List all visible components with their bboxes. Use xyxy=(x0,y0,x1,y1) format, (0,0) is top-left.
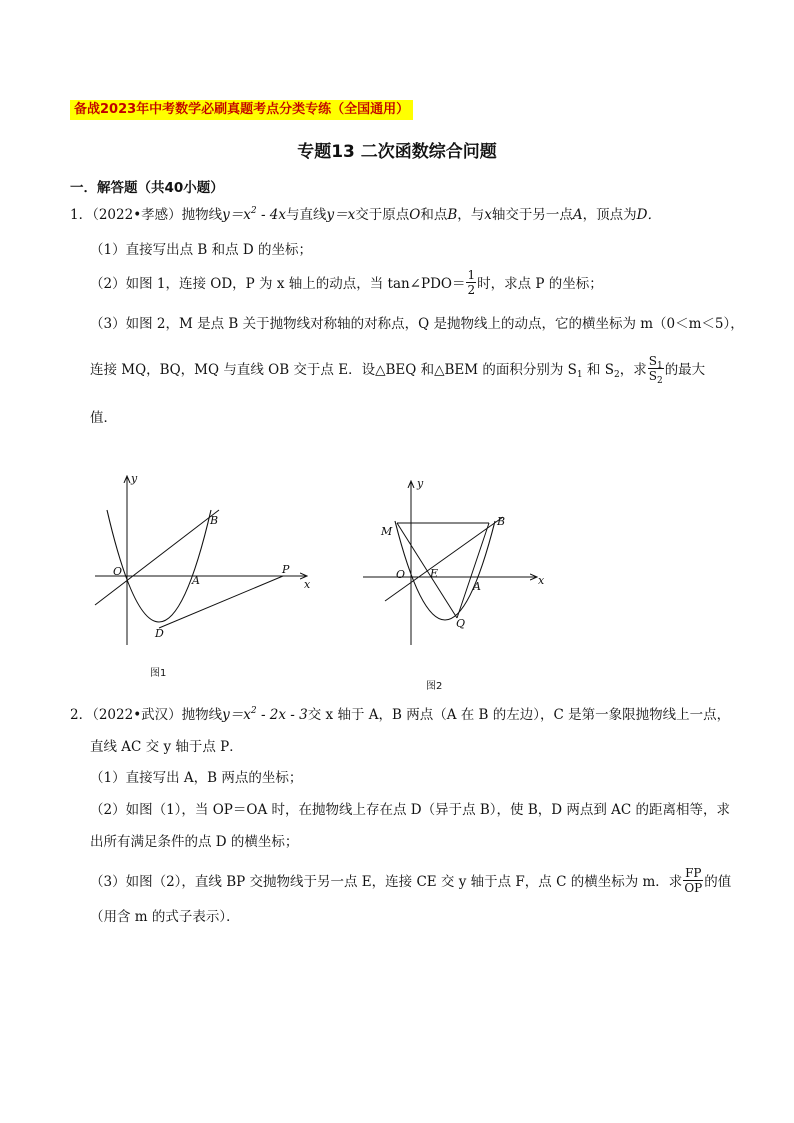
figure-2-caption: 图2 xyxy=(426,681,443,692)
fig1-line-ob xyxy=(95,510,219,605)
fig2-label-a: A xyxy=(473,580,481,593)
figure-1 xyxy=(85,470,325,655)
fig1-parabola xyxy=(107,510,211,622)
fig1-label-b: B xyxy=(210,514,219,527)
q2-part2: （2）如图（1），当 OP＝OA 时，在抛物线上存在点 D（异于点 B），使 B，D 两点到 AC 的距离相等，求 xyxy=(90,802,731,818)
fig2-parabola xyxy=(395,521,495,620)
fig2-line-bq xyxy=(457,523,489,618)
q1-part3-end: 值． xyxy=(90,410,117,426)
fraction-fp-op: $\frac{FP}{OP}$ xyxy=(684,866,703,895)
q2-stem: 2．（2022•武汉）抛物线$y=x^2 - 2x - 3$交 x 轴于 A，B 两点（A 在 B 的左边），C 是第一象限抛物线上一点， xyxy=(70,706,731,723)
fig1-label-y: y xyxy=(131,472,138,485)
fig1-label-o: O xyxy=(113,565,123,578)
q2-stem-cont: 直线 AC 交 y 轴于点 P． xyxy=(90,739,243,755)
fig2-label-x: x xyxy=(538,574,545,587)
fig2-label-e: E xyxy=(430,567,439,580)
series-banner: 备战2023年中考数学必刷真题考点分类专练（全国通用） xyxy=(70,100,413,120)
section-heading: 一．解答题（共40小题） xyxy=(70,180,224,196)
q2-part3: （3）如图（2），直线 BP 交抛物线于另一点 E，连接 CE 交 y 轴于点 F，点 C 的横坐标为 m．求 $\frac{FP}{OP}$ 的值 xyxy=(90,866,732,895)
fig2-line-mq xyxy=(397,523,457,618)
page-title: 专题13 二次函数综合问题 xyxy=(297,142,497,162)
q1-part3-cont: 连接 MQ，BQ，MQ 与直线 OB 交于点 E．设△BEQ 和△BEM 的面积分别为 $S_1$ 和 $S_2$，求 $\frac{S_1}{S_2}$ 的最大 xyxy=(90,354,706,386)
fig2-line-ob xyxy=(385,515,506,601)
fig1-label-a: A xyxy=(192,574,200,587)
fig1-label-p: P xyxy=(282,563,290,576)
fig1-label-x: x xyxy=(304,578,311,591)
fig1-line-dp xyxy=(159,576,283,628)
fig2-label-b: B xyxy=(497,515,506,528)
q1-stem: 1．（2022•孝感）抛物线$y=x^2 - 4x$与直线y＝x交于原点O和点B，与x轴交于另一点A，顶点为D． xyxy=(70,206,661,223)
q2-part3-cont: （用含 m 的式子表示）． xyxy=(90,909,240,925)
figure-1-caption: 图1 xyxy=(150,668,167,679)
fig2-label-m: M xyxy=(381,525,393,538)
fraction-s1-s2: $\frac{S_1}{S_2}$ xyxy=(648,354,663,386)
fig2-label-o: O xyxy=(396,568,406,581)
fig2-label-y: y xyxy=(417,477,424,490)
q1-part3: （3）如图 2，M 是点 B 关于抛物线对称轴的对称点，Q 是抛物线上的动点，它的横坐标为 m（0＜m＜5）， xyxy=(90,316,744,332)
q1-part1: （1）直接写出点 B 和点 D 的坐标； xyxy=(90,242,312,258)
fig1-label-d: D xyxy=(155,627,164,640)
figure-2 xyxy=(355,475,555,655)
fig2-label-q: Q xyxy=(456,617,466,630)
q2-part2-cont: 出所有满足条件的点 D 的横坐标； xyxy=(90,834,299,850)
fraction-half: $\frac{1}{2}$ xyxy=(467,268,476,297)
q2-part1: （1）直接写出 A，B 两点的坐标； xyxy=(90,770,303,786)
q1-part2: （2）如图 1，连接 OD，P 为 x 轴上的动点，当 tan∠PDO＝ $\frac{1}{2}$ 时，求点 P 的坐标； xyxy=(90,268,603,297)
